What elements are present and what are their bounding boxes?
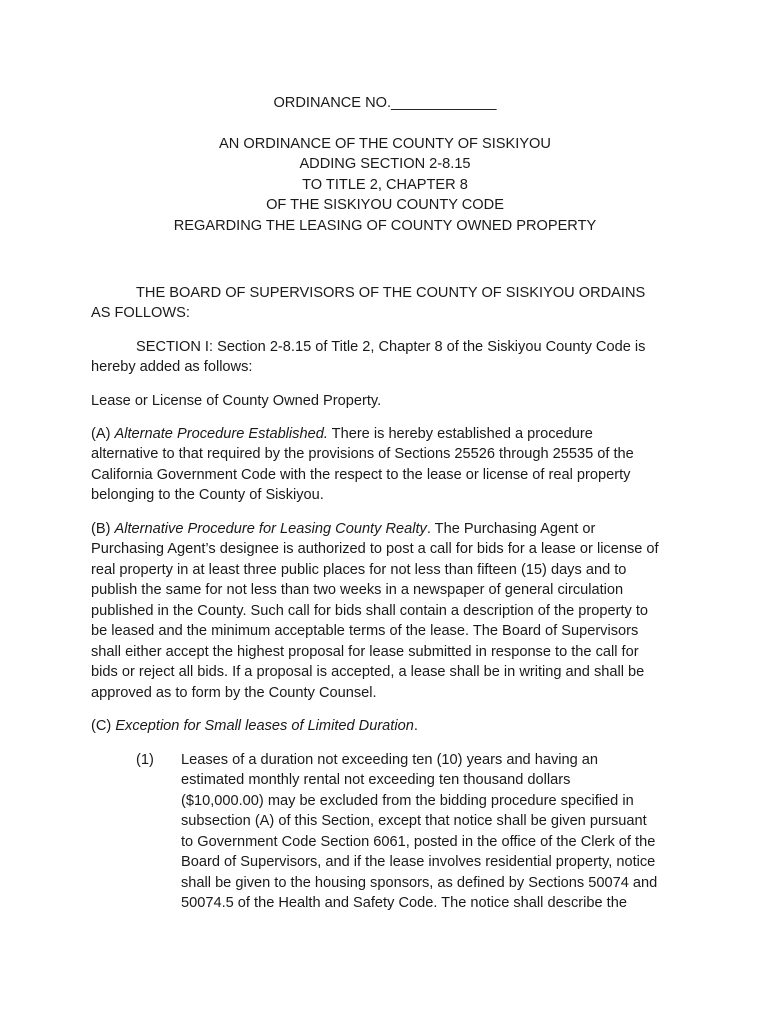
para-b-line: Purchasing Agent’s designee is authorized to post a call for bids for a lease or license of bbox=[91, 541, 659, 557]
ordinance-title-line: AN ORDINANCE OF THE COUNTY OF SISKIYOU bbox=[219, 136, 551, 152]
para-b-label: (B) bbox=[91, 521, 115, 537]
item-one-line: to Government Code Section 6061, posted in the office of the Clerk of the bbox=[181, 834, 656, 850]
item-one-line: ($10,000.00) may be excluded from the bidding procedure specified in bbox=[181, 793, 634, 809]
para-a-line: California Government Code with the respect to the lease or license of real property bbox=[91, 467, 631, 483]
ordinance-title-line: ADDING SECTION 2-8.15 bbox=[299, 156, 471, 172]
para-c-line bbox=[91, 717, 418, 735]
item-one-line: subsection (A) of this Section, except that notice shall be given pursuant bbox=[181, 813, 647, 829]
item-one-line: shall be given to the housing sponsors, as defined by Sections 50074 and bbox=[181, 875, 658, 891]
section-heading: Lease or License of County Owned Property. bbox=[91, 393, 382, 409]
para-a-line: alternative to that required by the provisions of Sections 25526 through 25535 of the bbox=[91, 446, 634, 462]
ordinance-title-line: REGARDING THE LEASING OF COUNTY OWNED PROPERTY bbox=[173, 218, 597, 234]
item-one-line: Leases of a duration not exceeding ten (10) years and having an bbox=[181, 752, 599, 768]
para-b-first-text: . The Purchasing Agent or bbox=[426, 521, 596, 537]
para-c-title-end: . bbox=[413, 718, 418, 734]
item-one-line: 50074.5 of the Health and Safety Code. The notice shall describe the bbox=[181, 895, 627, 911]
para-b-line: shall either accept the highest proposal for lease submitted in response to the call for bbox=[91, 644, 639, 660]
para-a-title: Alternate Procedure Established. bbox=[114, 426, 328, 442]
section-one-line: SECTION I: Section 2-8.15 of Title 2, Chapter 8 of the Siskiyou County Code is bbox=[136, 339, 646, 355]
ordinance-title-line: TO TITLE 2, CHAPTER 8 bbox=[302, 177, 468, 193]
para-b-line: bids or reject all bids. If a proposal is accepted, a lease shall be in writing and shall be bbox=[91, 664, 645, 680]
para-a-line: belonging to the County of Siskiyou. bbox=[91, 487, 324, 503]
para-b-first-line bbox=[91, 520, 595, 538]
item-one-line: estimated monthly rental not exceeding ten thousand dollars bbox=[181, 772, 571, 788]
ordinance-title-line: OF THE SISKIYOU COUNTY CODE bbox=[266, 197, 504, 213]
section-one-line: hereby added as follows: bbox=[91, 359, 253, 375]
para-b-line: real property in at least three public places for not less than fifteen (15) days and to bbox=[91, 562, 627, 578]
item-one-line: Board of Supervisors, and if the lease involves residential property, notice bbox=[181, 854, 656, 870]
ordinance-number: ORDINANCE NO._____________ bbox=[273, 95, 497, 111]
para-b-line: publish the same for not less than two weeks in a newspaper of general circulation bbox=[91, 582, 624, 598]
para-b-line: published in the County. Such call for bids shall contain a description of the property to bbox=[91, 603, 649, 619]
para-c-title: Exception for Small leases of Limited Duration bbox=[115, 718, 414, 734]
para-b-line: approved as to form by the County Counsel. bbox=[91, 685, 377, 701]
para-b-title: Alternative Procedure for Leasing County Realty bbox=[114, 521, 427, 537]
item-one-number: (1) bbox=[136, 752, 154, 768]
ordains-line: THE BOARD OF SUPERVISORS OF THE COUNTY OF SISKIYOU ORDAINS bbox=[136, 285, 646, 301]
para-a-first-line bbox=[91, 425, 593, 443]
para-a-first-text: There is hereby established a procedure bbox=[327, 426, 593, 442]
para-c-label: (C) bbox=[91, 718, 116, 734]
para-a-label: (A) bbox=[91, 426, 115, 442]
ordains-line: AS FOLLOWS: bbox=[91, 305, 190, 321]
para-b-line: be leased and the minimum acceptable terms of the lease. The Board of Supervisors bbox=[91, 623, 639, 639]
